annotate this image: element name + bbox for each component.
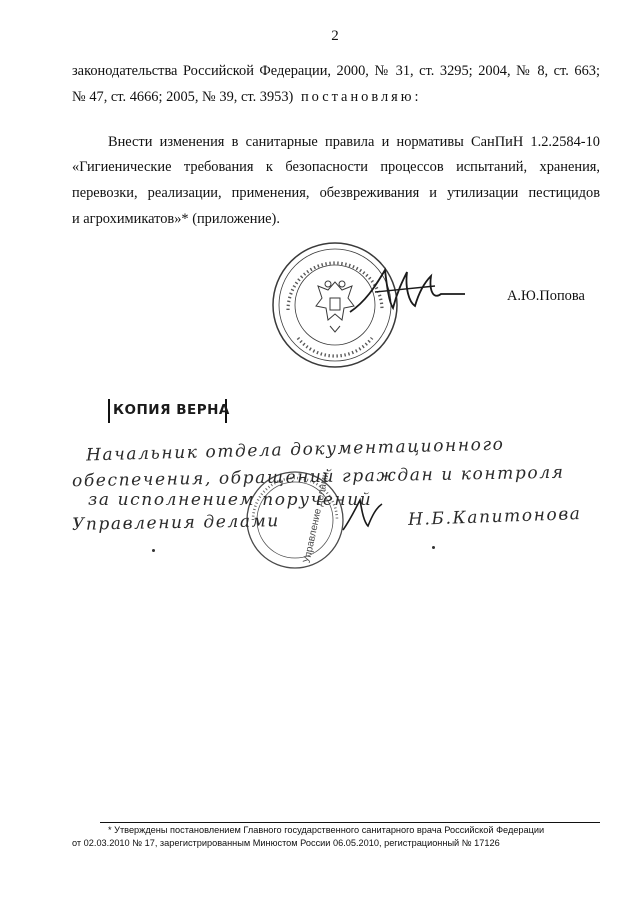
body-line-3: перевозки, реализации, применения, обезвреживания и утилизации пестицидов (72, 185, 600, 201)
mark-dot (152, 549, 155, 552)
handwritten-line-2: обеспечения, обращений граждан и контроля (71, 462, 565, 492)
preamble-citation: № 47, ст. 4666; 2005, № 39, ст. 3953) (72, 89, 294, 105)
body-line-4: и агрохимикатов»* (приложение). (72, 211, 280, 227)
footnote-line-1: * Утверждены постановлением Главного государственного санитарного врача Российской Федерации (108, 825, 545, 835)
handwritten-signature (338, 496, 388, 536)
footnote-rule (100, 822, 600, 823)
handwritten-line-4: Управления делами (71, 511, 281, 535)
signature-scribble (345, 262, 475, 322)
copy-verified-stamp: КОПИЯ ВЕРНА (113, 402, 230, 418)
mark-dot (432, 546, 435, 549)
preamble-line-1: законодательства Российской Федерации, 2000, № 31, ст. 3295; 2004, № 8, ст. 663; (72, 63, 600, 79)
department-stamp-text: Управление делами (301, 470, 332, 565)
handwritten-line-1: Начальник отдела документационного (85, 434, 505, 466)
footnote-line-2: от 02.03.2010 № 17, зарегистрированным Минюстом России 06.05.2010, регистрационный № 17126 (72, 838, 500, 848)
page-number: 2 (331, 28, 339, 44)
decree-word: постановляю: (300, 89, 422, 105)
handwritten-signature-name: Н.Б.Капитонова (407, 503, 582, 531)
body-line-1: Внести изменения в санитарные правила и нормативы СанПиН 1.2.2584-10 (108, 134, 600, 150)
handwritten-line-3: за исполнением поручений (88, 490, 373, 510)
preamble-line-2 (72, 89, 422, 106)
body-line-2: «Гигиенические требования к безопасности процессов испытаний, хранения, (72, 159, 600, 175)
signer-name: А.Ю.Попова (507, 288, 585, 304)
